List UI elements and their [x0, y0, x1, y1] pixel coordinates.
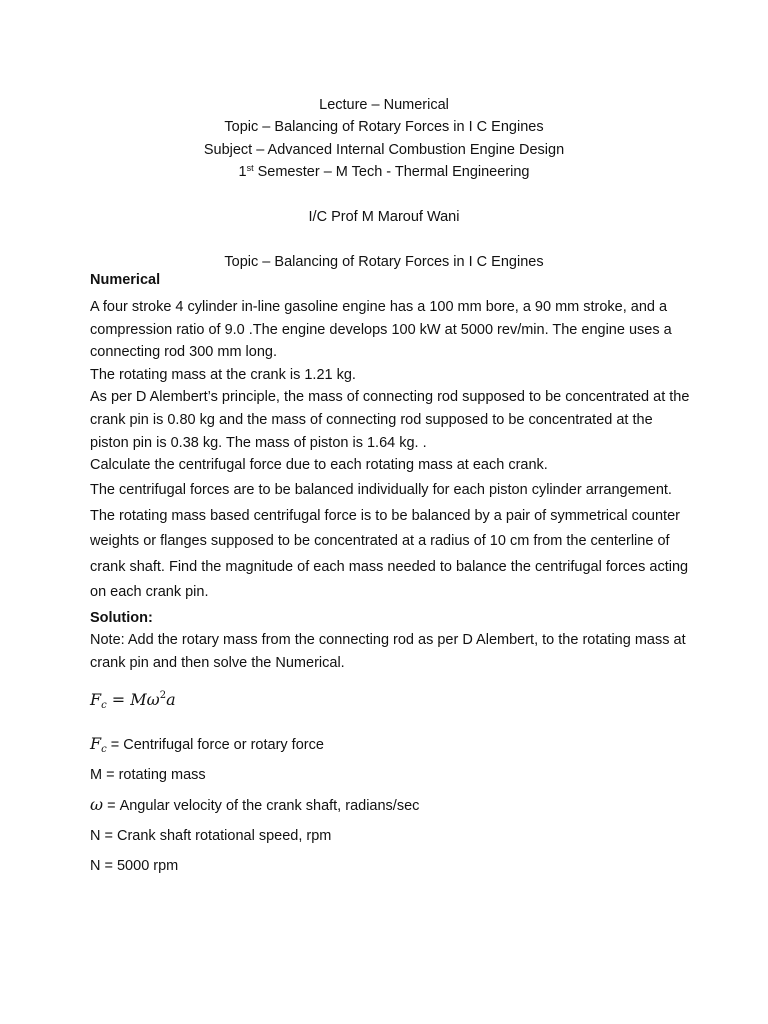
semester-line	[0, 161, 768, 183]
solution-note: Note: Add the rotary mass from the connecting rod as per D Alembert, to the rotating mass at crank pin and then solve the Numerical.	[90, 631, 686, 671]
definition-rotational-speed: N = Crank shaft rotational speed, rpm	[90, 828, 332, 845]
document-body	[90, 270, 690, 881]
formula-exponent: 2	[159, 690, 167, 702]
formula-rhs-radius: a	[166, 690, 176, 710]
topic-line: Topic – Balancing of Rotary Forces in I C Engines	[224, 119, 544, 136]
definition-rotating-mass: M = rotating mass	[90, 767, 206, 784]
subject-line: Subject – Advanced Internal Combustion Engine Design	[203, 141, 565, 158]
definitions-list	[90, 729, 690, 881]
fc-subscript: c	[101, 744, 107, 756]
formula-equals: =	[106, 690, 131, 710]
centrifugal-force-formula	[90, 688, 690, 712]
problem-paragraph-4: Calculate the centrifugal force due to each rotating mass at each crank.	[90, 457, 548, 474]
topic-repeat-line: Topic – Balancing of Rotary Forces in I C Engines	[224, 253, 544, 270]
fc-definition-text: = Centrifugal force or rotary force	[106, 737, 324, 754]
solution-label: Solution:	[90, 609, 153, 626]
omega-definition-text: = Angular velocity of the crank shaft, radians/sec	[103, 798, 420, 815]
definition-centrifugal-force	[90, 729, 690, 760]
semester-superscript: st	[246, 163, 254, 174]
formula-lhs-subscript: c	[101, 700, 107, 712]
problem-paragraph-3: As per D Alembert’s principle, the mass of connecting rod supposed to be concentrated at the crank pin is 0.80 kg and the mass of connecting rod supposed to be concentrated at the piston pin is 0.38 kg. The mass of piston is 1.64 kg. .	[90, 389, 690, 451]
problem-paragraph-6: The rotating mass based centrifugal force is to be balanced by a pair of symmetrical counter weights or flanges supposed to be concentrated at a radius of 10 cm from the centerline of crank shaft. Find the magnitude of each mass needed to balance the centrifugal forces acting on each crank pin.	[90, 508, 689, 600]
instructor-line: I/C Prof M Marouf Wani	[308, 209, 460, 226]
definition-angular-velocity	[90, 790, 690, 821]
semester-number: 1	[238, 164, 247, 181]
problem-paragraph-1: A four stroke 4 cylinder in-line gasoline engine has a 100 mm bore, a 90 mm stroke, and a compression ratio of 9.0 .The engine develops 100 kW at 5000 rev/min. The engine uses a connecting rod 300 mm long.	[90, 299, 672, 361]
omega-symbol: ω	[90, 795, 104, 815]
formula-rhs-mass-omega: Mω	[130, 690, 160, 710]
formula-lhs: F	[90, 690, 102, 710]
fc-symbol: F	[90, 734, 102, 754]
lecture-title: Lecture – Numerical	[319, 97, 449, 113]
problem-paragraph-5: The centrifugal forces are to be balanced individually for each piston cylinder arrangement.	[90, 481, 672, 498]
given-speed-value: N = 5000 rpm	[90, 858, 179, 875]
problem-paragraph-2: The rotating mass at the crank is 1.21 kg.	[90, 366, 356, 383]
document-header	[0, 94, 768, 273]
section-heading: Numerical	[90, 272, 161, 288]
semester-rest: Semester – M Tech - Thermal Engineering	[253, 164, 530, 181]
